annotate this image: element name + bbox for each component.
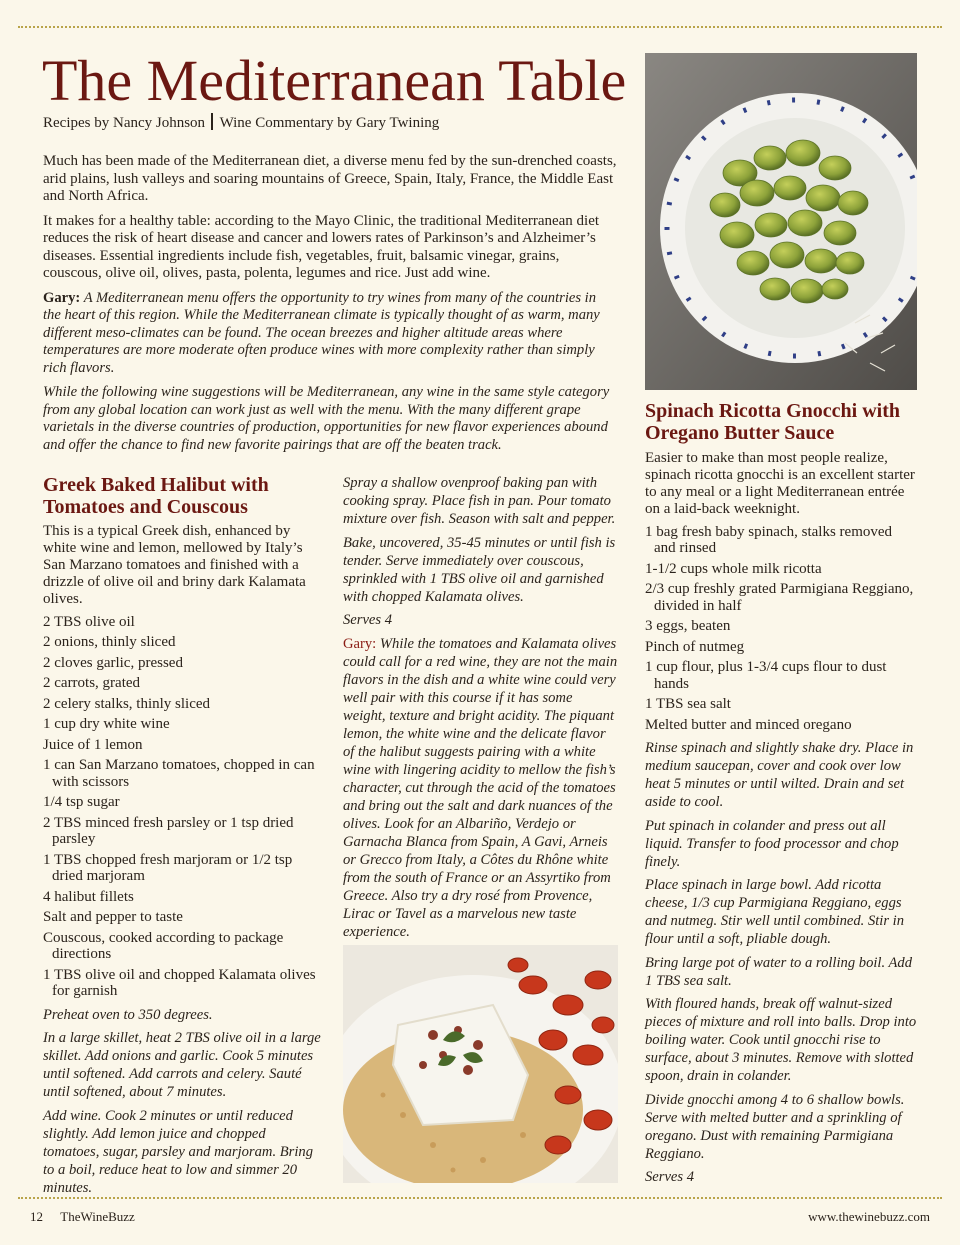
- gnocchi-step: Put spinach in colander and press out all liquid. Transfer to food processor and chop finely.: [645, 817, 899, 870]
- page-number: 12: [30, 1209, 43, 1224]
- intro-gary-comment: [43, 290, 617, 378]
- top-dotted-rule: [18, 26, 942, 28]
- halibut-step: Spray a shallow ovenproof baking pan with cooking spray. Place fish in pan. Pour tomato mixture over fish. Season with salt and pepper.: [343, 475, 616, 527]
- ingredient-item: 1 TBS chopped fresh marjoram or 1/2 tsp dried marjoram: [43, 851, 293, 885]
- ingredient-item: Couscous, cooked according to package directions: [43, 929, 284, 963]
- ingredient-item: Melted butter and minced oregano: [645, 716, 852, 733]
- ingredient-item: 1-1/2 cups whole milk ricotta: [645, 560, 822, 577]
- halibut-ingredients: [43, 614, 321, 1000]
- gnocchi-ingredients: [645, 524, 917, 734]
- ingredient-item: 2 cloves garlic, pressed: [43, 654, 183, 671]
- ingredient-item: 2/3 cup freshly grated Parmigiana Reggiano, divided in half: [645, 581, 914, 614]
- gnocchi-serves: Serves 4: [645, 1169, 695, 1186]
- ingredient-item: 3 eggs, beaten: [645, 618, 731, 635]
- byline-recipes: Recipes by Nancy Johnson: [43, 115, 206, 131]
- halibut-step: In a large skillet, heat 2 TBS olive oil in a large skillet. Add onions and garlic. Cook 5 minutes until softened. Add carrots and celery. Sauté until softened, about 7 minutes.: [43, 1030, 321, 1101]
- ingredient-item: 2 TBS olive oil: [43, 613, 135, 630]
- halibut-step: Add wine. Cook 2 minutes or until reduced slightly. Add lemon juice and chopped tomatoes, sugar, parsley and marjoram. Bring to a boil, reduce heat to low and simmer 20 minutes.: [43, 1107, 313, 1196]
- publication-name: TheWineBuzz: [60, 1209, 135, 1224]
- gnocchi-step: Place spinach in large bowl. Add ricotta cheese, 1/3 cup Parmigiana Reggiano, eggs and nutmeg. Stir well until combined. Stir in flour until a soft, pliable dough.: [645, 877, 905, 948]
- gnocchi-photo: [645, 53, 917, 390]
- intro-paragraph-2: It makes for a healthy table: according to the Mayo Clinic, the traditional Mediterranean diet reduces the risk of heart disease and cancer and lowers rates of Parkinson’s and Alzheimer’s diseases. Essential ingredients include fish, vegetables, fruit, balsamic vinegar, grains, couscous, olive oil, olives, pasta, polenta, legumes and rice. Just add wine.: [43, 212, 600, 281]
- bottom-dotted-rule: [18, 1197, 942, 1199]
- ingredient-item: 2 TBS minced fresh parsley or 1 tsp dried parsley: [43, 814, 294, 848]
- halibut-serves: Serves 4: [343, 612, 393, 628]
- halibut-step: Preheat oven to 350 degrees.: [43, 1006, 213, 1023]
- intro-section: [43, 153, 617, 461]
- ingredient-item: 1 cup dry white wine: [43, 716, 170, 733]
- ingredient-item: 1 TBS sea salt: [645, 696, 731, 713]
- gnocchi-step: Divide gnocchi among 4 to 6 shallow bowls. Serve with melted butter and a sprinkling of oregano. Dust with remaining Parmigiana Reggiano.: [645, 1091, 905, 1162]
- ingredient-item: Pinch of nutmeg: [645, 638, 745, 655]
- intro-paragraph-4: While the following wine suggestions will be Mediterranean, any wine in the same style category from any global location can work just as well with the menu. With the many different grape varietals in the diverse countries of production, opportunities for new flavor experiences abound and offer the chance to find new favorite pairings that are off the beaten track.: [43, 384, 610, 453]
- ingredient-item: 1 TBS olive oil and chopped Kalamata olives for garnish: [43, 966, 316, 1000]
- ingredient-item: 1 cup flour, plus 1-3/4 cups flour to dust hands: [645, 659, 887, 692]
- gary-comment-text: A Mediterranean menu offers the opportunity to try wines from many of the countries in the heart of this region. While the Mediterranean climate is typically thought of as warm, many different meso-climates can be found. The ocean breezes and higher altitude areas where temperatures are more moderate often produce wines with more complexity rather than simply rich flavors.: [43, 289, 600, 376]
- gary-comment-text: While the tomatoes and Kalamata olives could call for a red wine, they are not the main flavors in the dish and a white wine could very well pair with this course if it has some weight, texture and bright acidity. The piquant lemon, the white wine and the delicate flavor of the halibut suggests pairing with a white wine with lingering acidity to mellow the fish’s character, cut through the acid of the tomatoes and bring out the salt and dark nuances of the olives. Look for an Albariño, Verdejo or Garnacha Blanca from Spain, A Gavi, Arneis or Grecco from Italy, a Côtes du Rhône white from the south of France or an Assyrtiko from Greece. Also try a dry rosé from Provence, Lirac or Tavel as a marvelous new taste experience.: [343, 635, 618, 940]
- gary-label: Gary:: [43, 289, 81, 306]
- halibut-gary-comment: [343, 635, 618, 941]
- gnocchi-photo-image: [645, 53, 917, 390]
- ingredient-item: Juice of 1 lemon: [43, 736, 143, 753]
- halibut-photo: [343, 945, 618, 1183]
- gnocchi-step: Rinse spinach and slightly shake dry. Place in medium saucepan, cover and cook over low heat 5 minutes or until wilted. Drain and set aside to cool.: [645, 740, 914, 811]
- ingredient-item: 1 can San Marzano tomatoes, chopped in can with scissors: [43, 757, 315, 790]
- ingredient-item: Salt and pepper to taste: [43, 909, 183, 926]
- footer-left: [30, 1209, 135, 1225]
- footer-url: www.thewinebuzz.com: [808, 1209, 930, 1224]
- byline-separator: [211, 113, 213, 130]
- gnocchi-step: With floured hands, break off walnut-sized pieces of mixture and roll into balls. Drop into boiling water. Cook until gnocchi rise to surface, about 3 minutes. Remove with slotted spoon, drain in colander.: [645, 996, 917, 1085]
- page-title: The Mediterranean Table: [42, 48, 627, 113]
- intro-paragraph-1: Much has been made of the Mediterranean diet, a diverse menu fed by the sun-drenched coasts, arid plains, lush valleys and soaring mountains of Greece, Spain, Italy, France, the Middle East and North Africa.: [43, 153, 617, 204]
- ingredient-item: 1 bag fresh baby spinach, stalks removed and rinsed: [645, 523, 893, 557]
- halibut-step: Bake, uncovered, 35-45 minutes or until fish is tender. Serve immediately over couscous, sprinkled with 1 TBS olive oil and garnished with chopped Kalamata olives.: [343, 534, 616, 605]
- halibut-title: Greek Baked Halibut with Tomatoes and Couscous: [43, 474, 269, 518]
- ingredient-item: 2 onions, thinly sliced: [43, 634, 176, 651]
- halibut-photo-image: [343, 945, 618, 1183]
- byline: [43, 113, 439, 132]
- halibut-recipe-col1: [43, 474, 321, 1202]
- gary-label: Gary:: [343, 635, 377, 652]
- ingredient-item: 2 carrots, grated: [43, 675, 141, 692]
- gnocchi-step: Bring large pot of water to a rolling boil. Add 1 TBS sea salt.: [645, 954, 913, 989]
- gnocchi-description: Easier to make than most people realize, spinach ricotta gnocchi is an excellent starter to any meal or a light Mediterranean entrée on a laid-back weeknight.: [645, 450, 915, 517]
- ingredient-item: 2 celery stalks, thinly sliced: [43, 695, 211, 712]
- ingredient-item: 4 halibut fillets: [43, 888, 134, 905]
- halibut-description: This is a typical Greek dish, enhanced by white wine and lemon, mellowed by Italy’s San Marzano tomatoes and finished with a drizzle of olive oil and briny dark Kalamata olives.: [43, 523, 306, 607]
- halibut-recipe-col2: [343, 474, 618, 946]
- byline-wine: Wine Commentary by Gary Twining: [219, 115, 440, 131]
- gnocchi-title: Spinach Ricotta Gnocchi with Oregano Butter Sauce: [645, 400, 901, 444]
- ingredient-item: 1/4 tsp sugar: [43, 794, 120, 811]
- gnocchi-recipe-col: [645, 400, 917, 1192]
